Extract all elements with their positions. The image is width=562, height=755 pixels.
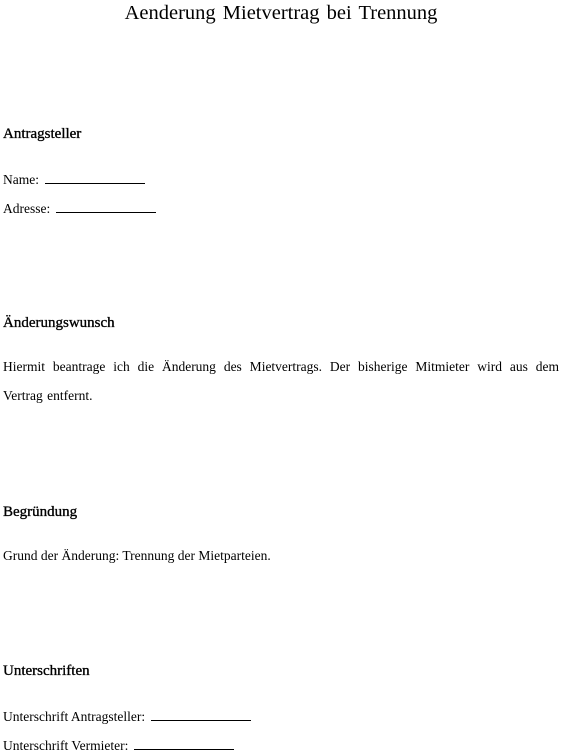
section-heading-signatures: Unterschriften bbox=[3, 663, 90, 679]
address-label: Adresse: bbox=[3, 201, 51, 216]
landlord-signature-blank-line[interactable] bbox=[134, 748, 234, 750]
name-label: Name: bbox=[3, 172, 39, 187]
applicant-signature-label: Unterschrift Antragsteller: bbox=[3, 709, 146, 724]
landlord-signature-row bbox=[3, 737, 234, 755]
applicant-signature-blank-line[interactable] bbox=[151, 719, 251, 721]
section-heading-reason: Begründung bbox=[3, 504, 78, 520]
reason-paragraph: Grund der Änderung: Trennung der Mietparteien. bbox=[3, 548, 271, 563]
applicant-signature-row bbox=[3, 708, 251, 726]
address-blank-line[interactable] bbox=[56, 211, 156, 213]
address-field-row bbox=[3, 200, 156, 218]
landlord-signature-label: Unterschrift Vermieter: bbox=[3, 738, 129, 753]
name-field-row bbox=[3, 171, 145, 189]
change-request-paragraph: Hiermit beantrage ich die Änderung des Mietvertrags. Der bisherige Mitmieter wird aus dem Vertrag entfernt. bbox=[3, 359, 559, 403]
section-heading-applicant: Antragsteller bbox=[3, 126, 82, 142]
name-blank-line[interactable] bbox=[45, 182, 145, 184]
document-title: Aenderung Mietvertrag bei Trennung bbox=[124, 2, 438, 24]
section-heading-change-request: Änderungswunsch bbox=[3, 315, 115, 331]
